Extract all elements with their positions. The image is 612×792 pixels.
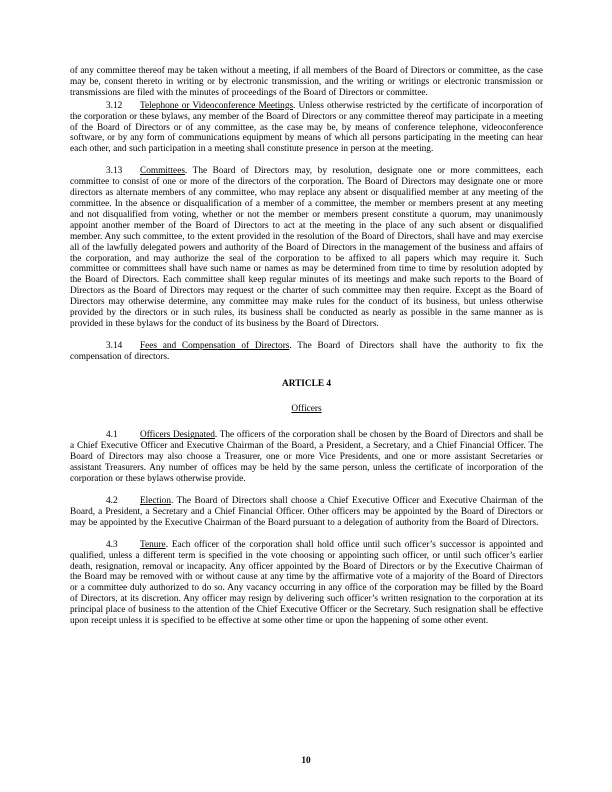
section-heading: Election bbox=[140, 496, 171, 506]
section-4-1 bbox=[70, 430, 543, 485]
section-number: 4.2 bbox=[106, 496, 118, 506]
section-4-2 bbox=[70, 496, 543, 529]
section-body: . The Board of Directors shall choose a Chief Executive Officer and Executive Chairman of the Board, a President, a Secretary and a Chief Financial Officer. Other officers may be appointed by the Board of Directors or may be appointed by the Executive Chairman of the Board pursuant to a delegation of authority from the Board of Directors. bbox=[70, 496, 543, 528]
section-number: 3.14 bbox=[106, 340, 123, 351]
section-heading: Tenure bbox=[140, 539, 166, 550]
section-body: . The Board of Directors shall have the authority to fix the compensation of directors. bbox=[70, 340, 544, 362]
section-body: . Unless otherwise restricted by the certificate of incorporation of the corporation or these bylaws, any member of the Board of Directors or any committee thereof may participate in a meeting of the Board of Directors or of any committee, as the case may be, by means of conference telephone, videoconference software, or by any form of communications equipment by means of which all persons participating in the meeting can hear each other, and such participation in a meeting shall constitute presence in person at the meeting. bbox=[70, 100, 544, 155]
section-heading: Committees bbox=[140, 166, 185, 177]
continuation-text: of any committee thereof may be taken without a meeting, if all members of the Board of Directors or committee, as the case may be, consent thereto in writing or by electronic transmission, and the writing or writings or electronic transmission or transmissions are filed with the minutes of proceedings of the Board of Directors or committee. bbox=[70, 66, 543, 98]
section-number: 3.13 bbox=[106, 166, 123, 177]
section-body: . Each officer of the corporation shall hold office until such officer’s successor is appointed and qualified, unless a different term is specified in the vote choosing or appointing such officer, or until such officer’s earlier death, resignation, removal or incapacity. Any officer appointed by the Board of Directors or by the Executive Chairman of the Board may be removed with or without cause at any time by the affirmative vote of a majority of the Board of Directors or a committee duly authorized to do so. Any vacancy occurring in any office of the corporation may be filled by the Board of Directors, at its discretion. Any officer may resign by delivering such officer’s written resignation to the corporation at its principal place of business to the attention of the Chief Executive Officer or the Secretary. Such resignation shall be effective upon receipt unless it is specified to be effective at some other time or upon the happening of some other event. bbox=[70, 539, 543, 627]
section-body: . The Board of Directors may, by resolution, designate one or more committees, each committee to consist of one or more of the directors of the corporation. The Board of Directors may designate one or more directors as alternate members of any committee, who may replace any absent or disqualified member at any meeting of the committee. In the absence or disqualification of a member of a committee, the member or members present at any meeting and not disqualified from voting, whether or not the member or members present constitute a quorum, may unanimously appoint another member of the Board of Directors to act at the meeting in the place of any such absent or disqualified member. Any such committee, to the extent provided in the resolution of the Board of Directors, shall have and may exercise all of the lawfully delegated powers and authority of the Board of Directors in the management of the business and affairs of the corporation, and may authorize the seal of the corporation to be affixed to all papers which may require it. Such committee or committees shall have such name or names as may be determined from time to time by resolution adopted by the Board of Directors. Each committee shall keep regular minutes of its meetings and make such reports to the Board of Directors as the Board of Directors may request or the charter of such committee may then require. Except as the Board of Directors may otherwise determine, any committee may make rules for the conduct of its business, but unless otherwise provided by the directors or in such rules, its business shall be conducted as nearly as possible in the same manner as is provided in these bylaws for the conduct of its business by the Board of Directors. bbox=[70, 166, 543, 329]
section-3-12 bbox=[70, 101, 543, 156]
section-heading: Telephone or Videoconference Meetings bbox=[140, 100, 294, 111]
article-4-subtitle: Officers bbox=[291, 403, 322, 414]
article-4-title: ARTICLE 4 bbox=[281, 378, 331, 389]
section-body: . The officers of the corporation shall be chosen by the Board of Directors and shall be a Chief Executive Officer and Executive Chairman of the Board, a President, a Secretary, and a Chief Financial Officer. The Board of Directors may also choose a Treasurer, one or more Vice Presidents, and one or more assistant Secretaries or assistant Treasurers. Any number of offices may be held by the same person, unless the certificate of incorporation of the corporation or these bylaws otherwise provide. bbox=[70, 430, 543, 485]
section-heading: Officers Designated bbox=[140, 430, 215, 441]
section-number: 4.1 bbox=[106, 430, 118, 441]
continuation-paragraph bbox=[70, 66, 543, 99]
section-3-14 bbox=[70, 341, 543, 363]
section-heading: Fees and Compensation of Directors bbox=[140, 340, 290, 351]
section-4-3 bbox=[70, 540, 543, 627]
page-number: 10 bbox=[301, 756, 311, 766]
section-number: 3.12 bbox=[106, 100, 123, 111]
section-3-13 bbox=[70, 166, 543, 330]
section-number: 4.3 bbox=[106, 539, 118, 550]
